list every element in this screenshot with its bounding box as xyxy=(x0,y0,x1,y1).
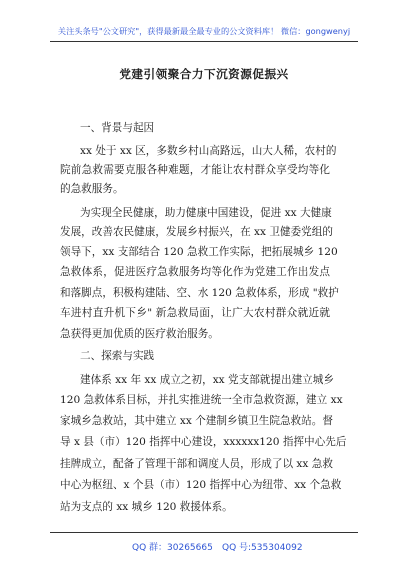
paragraph-line: 家城乡急救站，其中建立 xx 个建制乡镇卫生院急救站。督 xyxy=(60,415,333,427)
paragraph-line: 120 急救体系目标，并扎实推进统一全市急救资源，建立 xx xyxy=(60,394,343,406)
footer-qq-group: QQ 群：30265665 xyxy=(132,543,213,553)
footer-qq-number: QQ 号:535304092 xyxy=(222,543,303,553)
section-heading: 二、探索与实践 xyxy=(80,350,155,362)
paragraph-line: 和落脚点，积极构建陆、空、水 120 急救体系，形成 "救护 xyxy=(60,287,339,299)
paragraph-line: 挂牌成立，配备了管理干部和调度人员，形成了以 xx 急救 xyxy=(60,458,333,470)
section-heading: 一、背景与起因 xyxy=(80,122,155,134)
document-title: 党建引领聚合力下沉资源促振兴 xyxy=(119,67,289,81)
header-divider xyxy=(50,41,358,42)
paragraph-line: 发展，改善农民健康，发展乡村振兴，在 xx 卫健委党组的 xyxy=(60,226,333,238)
paragraph-line: 急救体系，促进医疗急救服务均等化作为党建工作出发点 xyxy=(60,266,330,278)
paragraph-line: 的急救服务。 xyxy=(60,183,124,195)
paragraph-line: 导 x 县（市）120 指挥中心建设，xxxxxx120 指挥中心先后 xyxy=(60,436,347,448)
paragraph-line: xx 处于 xx 区，多数乡村山高路远，山大人稀，农村的 xyxy=(80,145,337,157)
header-banner-text: 关注头条号"公文研究"，获得最新最全最专业的公文资料库！ 微信：gongwenyj xyxy=(57,26,351,36)
paragraph-line: 车进村直升机下乡" 新急救局面，让广大农村群众就近就 xyxy=(60,307,330,319)
paragraph-line: 站为支点的 xx 城乡 120 救援体系。 xyxy=(60,501,233,513)
paragraph-line: 为实现全民健康，助力健康中国建设，促进 xx 大健康 xyxy=(80,207,332,219)
page-header xyxy=(0,0,408,48)
paragraph-line: 中心为枢纽、x 个县（市）120 指挥中心为纽带、xx 个急救 xyxy=(60,479,342,491)
footer-divider xyxy=(50,532,358,533)
page-footer xyxy=(0,532,408,580)
paragraph-line: 领导下，xx 支部结合 120 急救工作实际，把拓展城乡 120 xyxy=(60,246,338,258)
paragraph-line: 院前急救需要克服各种难题，才能让农村群众享受均等化 xyxy=(60,164,330,176)
paragraph-line: 急获得更加优质的医疗救治服务。 xyxy=(60,328,219,340)
paragraph-line: 建体系 xx 年 xx 成立之初，xx 党支部就提出建立城乡 xyxy=(80,374,334,386)
